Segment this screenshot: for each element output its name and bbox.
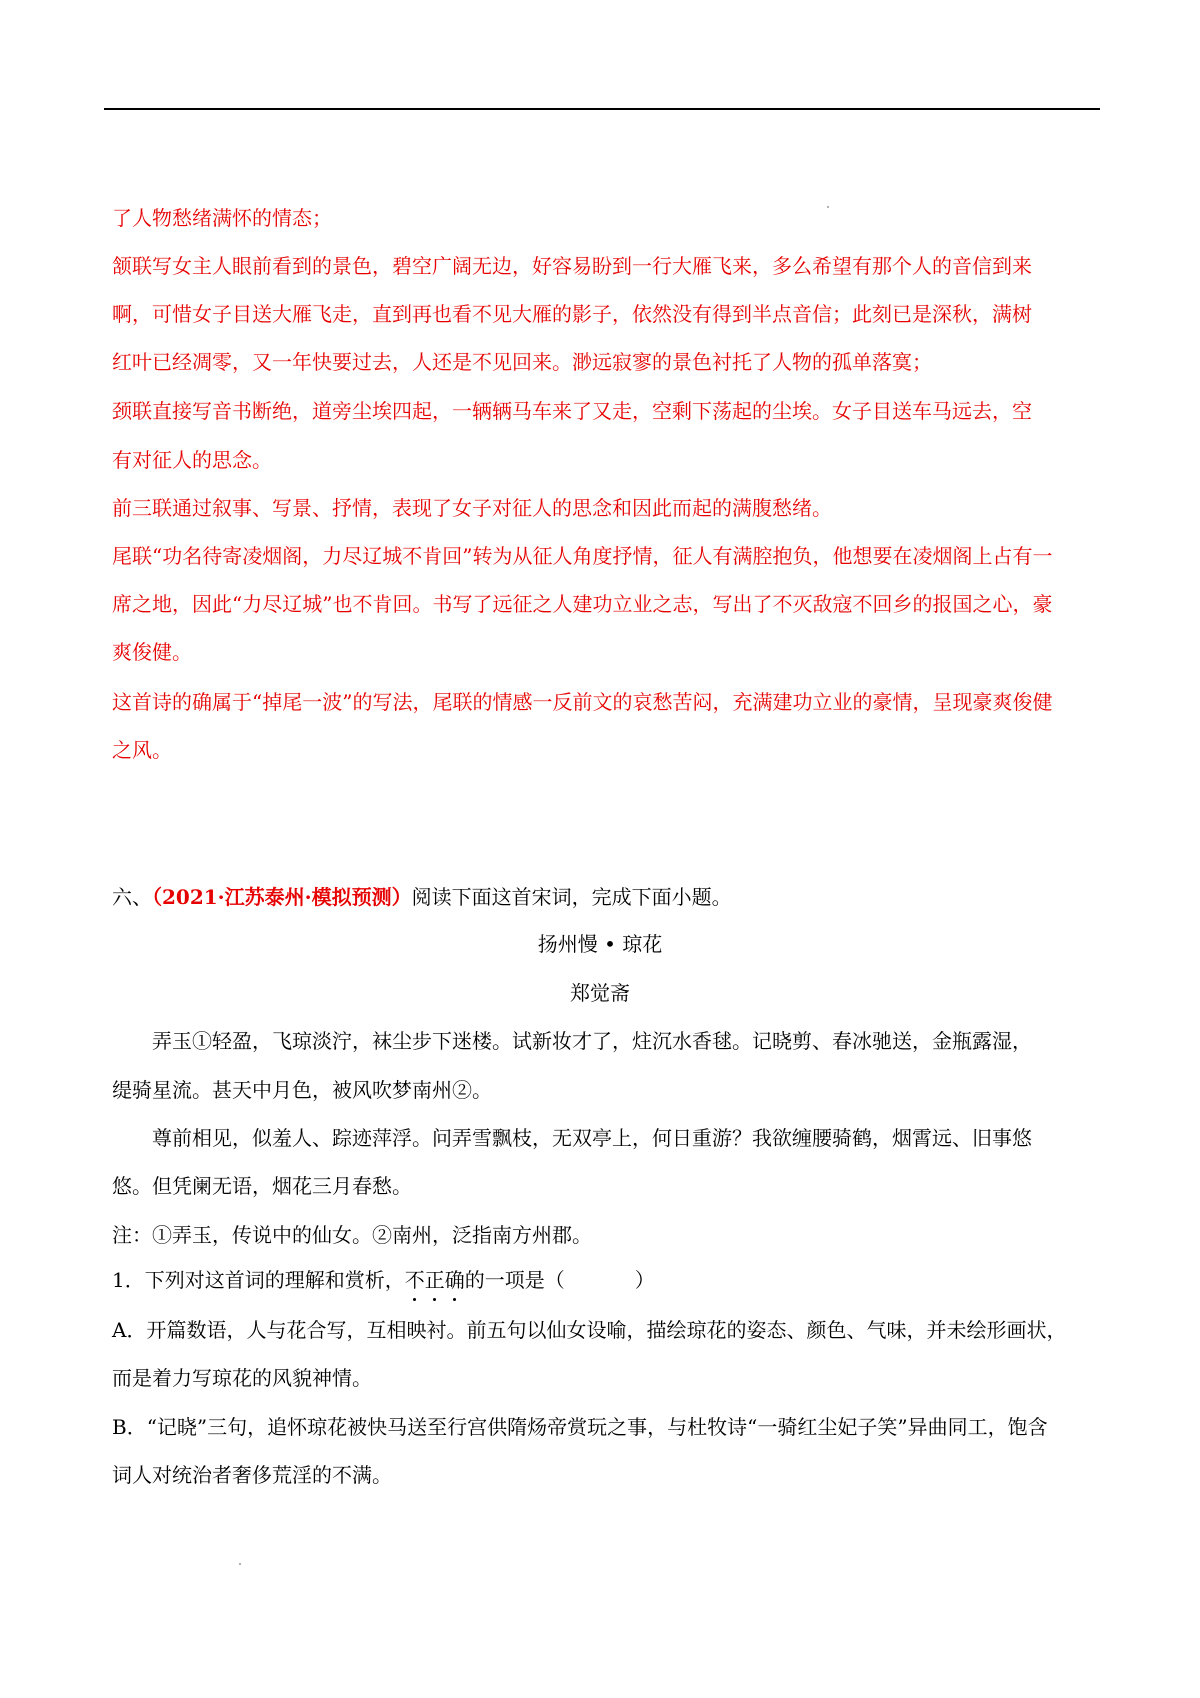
analysis-line: 席之地，因此“力尽辽城”也不肯回。书写了远征之人建功立业之志，写出了不灭敌寇不回乡的报国之心，豪 xyxy=(112,592,1053,616)
option-b: B．“记晓”三句，追怀琼花被快马送至行宫供隋炀帝赏玩之事，与杜牧诗“一骑红尘妃子笑”异曲同工，饱含 xyxy=(112,1415,1048,1439)
analysis-line: 颈联直接写音书断绝，道旁尘埃四起，一辆辆马车来了又走，空剩下荡起的尘埃。女子目送车马远去，空 xyxy=(112,399,1032,423)
scan-speck xyxy=(239,1563,241,1565)
option-a: 而是着力写琼花的风貌神情。 xyxy=(112,1366,372,1390)
option-b: 词人对统治者奢侈荒淫的不满。 xyxy=(112,1463,392,1487)
analysis-line: 这首诗的确属于“掉尾一波”的写法，尾联的情感一反前文的哀愁苦闷，充满建功立业的豪情，呈现豪爽俊健 xyxy=(112,690,1053,714)
question-number: 六、 xyxy=(112,885,152,909)
poem-text: 尊前相见，似羞人、踪迹萍浮。问弄雪飘枝，无双亭上，何日重游？我欲缠腰骑鹤，烟霄远、旧事悠 xyxy=(152,1126,1032,1150)
analysis-line: 之风。 xyxy=(112,738,172,762)
poem-author: 郑觉斋 xyxy=(570,981,630,1005)
poem-text: 弄玉①轻盈，飞琼淡泞，袜尘步下迷楼。试新妆才了，炷沉水香毬。记晓剪、春冰驰送，金瓶露湿， xyxy=(152,1029,1032,1053)
analysis-line: 颔联写女主人眼前看到的景色，碧空广阔无边，好容易盼到一行大雁飞来，多么希望有那个人的音信到来 xyxy=(112,254,1032,278)
emphasis-char: 确 xyxy=(444,1268,465,1292)
sub-question-text: 1．下列对这首词的理解和赏析， xyxy=(112,1268,405,1292)
poem-text: 缇骑星流。甚天中月色，被风吹梦南州②。 xyxy=(112,1078,492,1102)
poem-note: 注：①弄玉，传说中的仙女。②南州，泛指南方州郡。 xyxy=(112,1223,592,1247)
analysis-line: 了人物愁绪满怀的情态； xyxy=(112,206,332,230)
sub-question-text: 的一项是（ xyxy=(464,1268,565,1292)
poem-title: 扬州慢 • 琼花 xyxy=(537,932,663,956)
analysis-line: 有对征人的思念。 xyxy=(112,448,272,472)
analysis-line: 爽俊健。 xyxy=(112,640,192,664)
analysis-line: 前三联通过叙事、写景、抒情，表现了女子对征人的思念和因此而起的满腹愁绪。 xyxy=(112,496,832,520)
option-a: A．开篇数语，人与花合写，互相映衬。前五句以仙女设喻，描绘琼花的姿态、颜色、气味，并未绘形画状， xyxy=(112,1318,1067,1342)
emphasis-char: 不 xyxy=(404,1268,425,1292)
emphasis-char: 正 xyxy=(424,1268,445,1292)
header-rule xyxy=(104,108,1100,110)
question-heading xyxy=(112,883,732,911)
scan-speck xyxy=(827,206,829,208)
analysis-line: 啊，可惜女子目送大雁飞走，直到再也看不见大雁的影子，依然没有得到半点音信；此刻已是深秋，满树 xyxy=(112,302,1032,326)
poem-text: 悠。但凭阑无语，烟花三月春愁。 xyxy=(112,1174,412,1198)
question-instruction: 阅读下面这首宋词，完成下面小题。 xyxy=(411,885,732,909)
question-source: （2021·江苏泰州·模拟预测） xyxy=(152,885,412,909)
sub-question-1 xyxy=(112,1266,655,1294)
sub-question-text: ） xyxy=(634,1268,655,1292)
analysis-line: 尾联“功名待寄凌烟阁，力尽辽城不肯回”转为从征人角度抒情，征人有满腔抱负，他想要在凌烟阁上占有一 xyxy=(112,544,1053,568)
analysis-line: 红叶已经凋零，又一年快要过去，人还是不见回来。渺远寂寥的景色衬托了人物的孤单落寞； xyxy=(112,350,932,374)
